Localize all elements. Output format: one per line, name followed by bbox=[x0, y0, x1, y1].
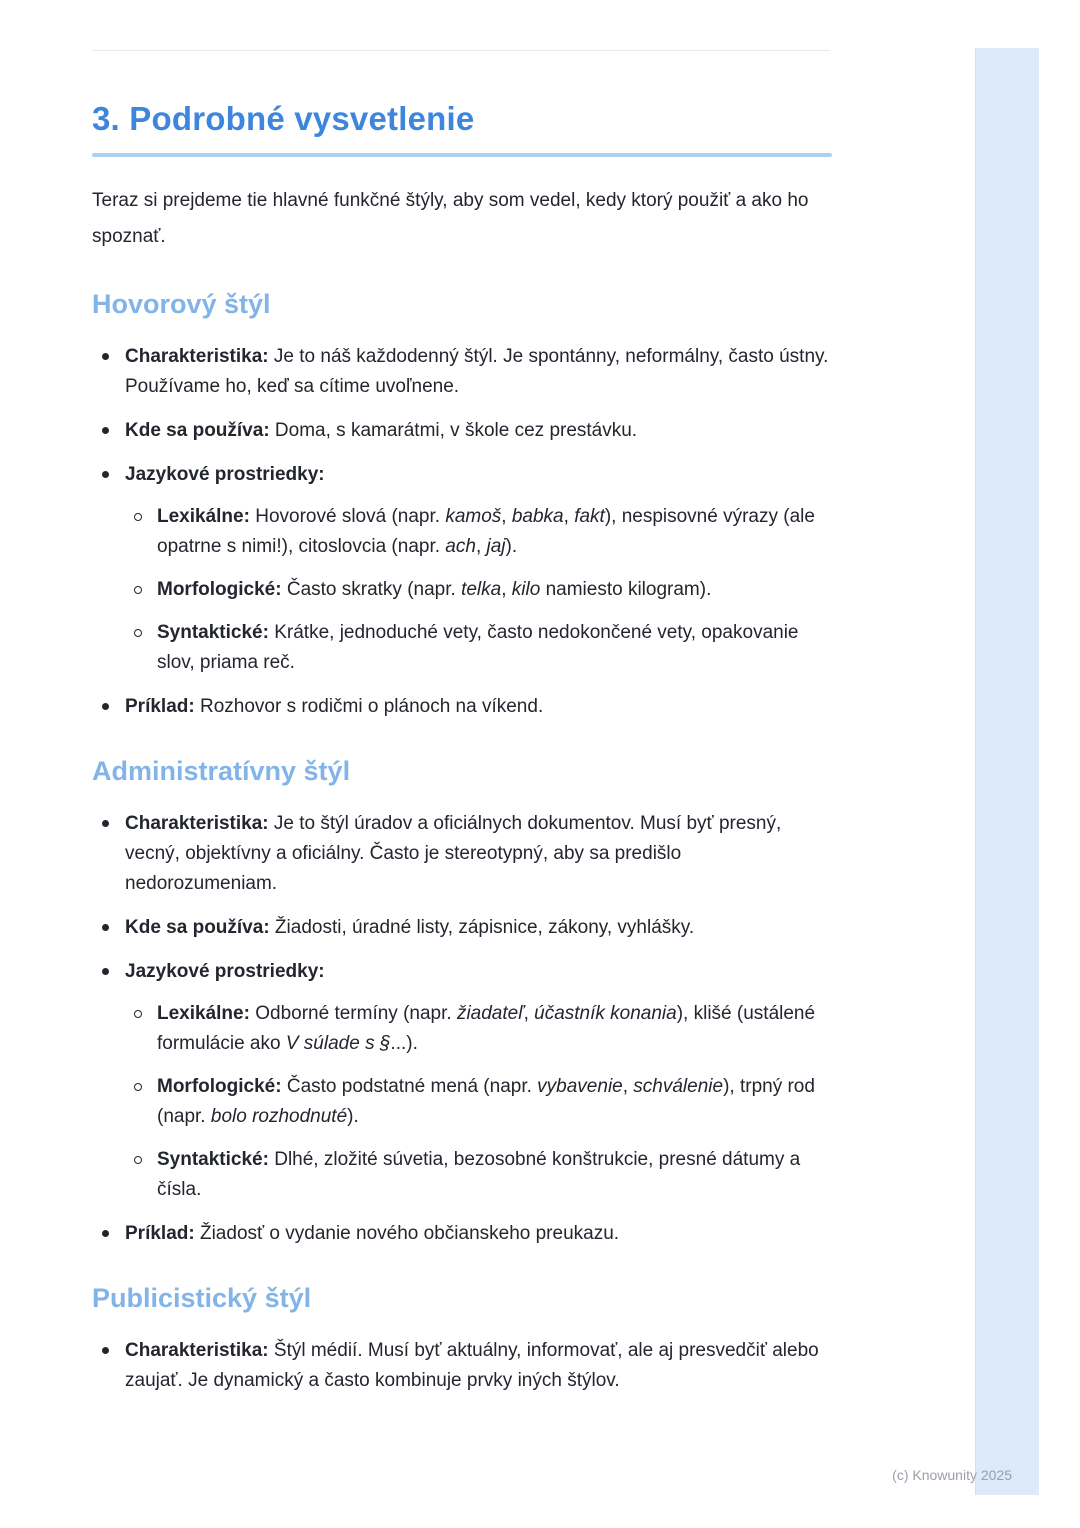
sub-list-item bbox=[125, 999, 832, 1059]
sub-list-item bbox=[125, 575, 832, 605]
list-item-text: Charakteristika: Štýl médií. Musí byť aktuálny, informovať, ale aj presvedčiť alebo zaujať. Je dynamický a často kombinuje prvky iných štýlov. bbox=[125, 1340, 819, 1391]
list-item bbox=[92, 809, 832, 899]
list-item-text: Jazykové prostriedky: bbox=[125, 464, 325, 485]
bullet-list bbox=[92, 342, 832, 722]
title-underline bbox=[92, 153, 832, 157]
list-item-text: Syntaktické: Dlhé, zložité súvetia, bezosobné konštrukcie, presné dátumy a čísla. bbox=[157, 1149, 801, 1200]
list-item-text: Syntaktické: Krátke, jednoduché vety, často nedokončené vety, opakovanie slov, priama reč. bbox=[157, 622, 799, 673]
sub-list-item bbox=[125, 1145, 832, 1205]
list-item-text: Kde sa používa: Doma, s kamarátmi, v škole cez prestávku. bbox=[125, 420, 638, 441]
page-title: 3. Podrobné vysvetlenie bbox=[92, 100, 475, 137]
section-heading: Administratívny štýl bbox=[92, 756, 351, 786]
section-heading: Hovorový štýl bbox=[92, 289, 271, 319]
list-item-text: Charakteristika: Je to náš každodenný štýl. Je spontánny, neformálny, často ústny. Používame ho, keď sa cítime uvoľnene. bbox=[125, 346, 829, 397]
list-item bbox=[92, 1336, 832, 1396]
list-item-text: Lexikálne: Hovorové slová (napr. kamoš, babka, fakt), nespisovné výrazy (ale opatrne s nimi!), citoslovcia (napr. ach, jaj). bbox=[157, 506, 815, 557]
sub-bullet-list bbox=[125, 999, 832, 1205]
bullet-list bbox=[92, 809, 832, 1249]
list-item-text: Charakteristika: Je to štýl úradov a oficiálnych dokumentov. Musí byť presný, vecný, objektívny a oficiálny. Často je stereotypný, aby sa predišlo nedorozumeniam. bbox=[125, 813, 782, 894]
sub-bullet-list bbox=[125, 502, 832, 678]
list-item-text: Lexikálne: Odborné termíny (napr. žiadateľ, účastník konania), klišé (ustálené formulácie ako V súlade s §...). bbox=[157, 1003, 816, 1054]
list-item bbox=[92, 692, 832, 722]
top-divider bbox=[92, 50, 830, 51]
bullet-list bbox=[92, 1336, 832, 1396]
intro-paragraph: Teraz si prejdeme tie hlavné funkčné štýly, aby som vedel, kedy ktorý použiť a ako ho spoznať. bbox=[92, 190, 809, 247]
sub-list-item bbox=[125, 502, 832, 562]
list-item-text: Jazykové prostriedky: bbox=[125, 961, 325, 982]
list-item-text: Príklad: Žiadosť o vydanie nového občianskeho preukazu. bbox=[125, 1223, 620, 1244]
sections-container bbox=[92, 289, 832, 1396]
document-content bbox=[92, 100, 832, 1410]
list-item bbox=[92, 1219, 832, 1249]
sub-list-item bbox=[125, 1072, 832, 1132]
list-item-text: Príklad: Rozhovor s rodičmi o plánoch na víkend. bbox=[125, 696, 544, 717]
list-item bbox=[92, 342, 832, 402]
list-item-text: Morfologické: Často podstatné mená (napr. vybavenie, schválenie), trpný rod (napr. bolo rozhodnuté). bbox=[157, 1076, 815, 1127]
list-item bbox=[92, 913, 832, 943]
page-side-strip bbox=[975, 48, 1039, 1495]
list-item bbox=[92, 416, 832, 446]
list-item bbox=[92, 957, 832, 1205]
list-item-text: Kde sa používa: Žiadosti, úradné listy, zápisnice, zákony, vyhlášky. bbox=[125, 917, 695, 938]
list-item bbox=[92, 460, 832, 678]
list-item-text: Morfologické: Často skratky (napr. telka, kilo namiesto kilogram). bbox=[157, 579, 712, 600]
sub-list-item bbox=[125, 618, 832, 678]
section-heading: Publicistický štýl bbox=[92, 1283, 312, 1313]
copyright-notice: (c) Knowunity 2025 bbox=[892, 1467, 1012, 1483]
